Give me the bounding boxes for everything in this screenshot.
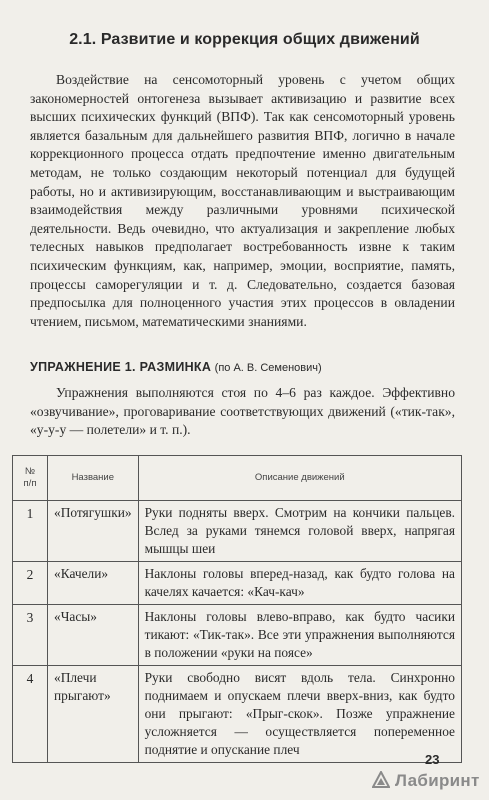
- exercise-description: Упражнения выполняются стоя по 4–6 раз каждое. Эффективно «озвучивание», проговаривание соответствующих движений («тик-так», «у-у-у — полетели» и т. п.).: [30, 385, 455, 438]
- row-name: «Потягушки»: [48, 501, 139, 562]
- row-description: Руки подняты вверх. Смотрим на кончики пальцев. Вслед за руками тянемся головой вверх, напрягая мышцы шеи: [138, 501, 461, 562]
- exercise-heading: [30, 360, 460, 374]
- row-name: «Плечи прыгают»: [48, 666, 139, 763]
- row-num: 3: [13, 605, 48, 666]
- row-description: Наклоны головы влево-вправо, как будто часики тикают: «Тик-так». Все эти упражнения выполняются в положении «руки на поясе»: [138, 605, 461, 666]
- header-num: [13, 456, 48, 501]
- exercise-author: (по А. В. Семенович): [214, 362, 322, 374]
- table-header-row: [13, 456, 462, 501]
- row-num: 2: [13, 562, 48, 605]
- labyrinth-logo-icon: [372, 771, 390, 789]
- row-name: «Часы»: [48, 605, 139, 666]
- exercise-table: [12, 455, 462, 763]
- table-row: [13, 562, 462, 605]
- header-name: Название: [48, 456, 139, 501]
- exercise-label: УПРАЖНЕНИЕ 1. РАЗМИНКА: [30, 360, 212, 374]
- table-row: [13, 501, 462, 562]
- header-description: Описание движений: [138, 456, 461, 501]
- row-num: 4: [13, 666, 48, 763]
- row-description: Руки свободно висят вдоль тела. Синхронно поднимаем и опускаем плечи вверх-вниз, как будто они прыгают: «Прыг-скок». Позже упражнение усложняется — осуществляется попеременное поднятие и опускание плеч: [138, 666, 461, 763]
- row-description: Наклоны головы вперед-назад, как будто голова на качелях качается: «Кач-кач»: [138, 562, 461, 605]
- section-title: 2.1. Развитие и коррекция общих движений: [69, 31, 420, 48]
- header-num-line2: п/п: [23, 478, 37, 489]
- header-num-line1: №: [24, 466, 36, 477]
- intro-paragraph: Воздействие на сенсомоторный уровень с учетом общих закономерностей онтогенеза вызывает активизацию и развитие всех высших психических функций (ВПФ). Так как сенсомоторный уровень является базальным для дальнейшего развития ВПФ, логично в начале коррекционного процесса отдать предпочтение именно двигательным методам, не только создающим некоторый потенциал для будущей работы, но и активизирующим, восстанавливающим и выстраивающим взаимодействия между различными уровнями психической деятельности. Ведь очевидно, что актуализация и закрепление любых телесных навыков предполагает востребованность извне к таким психическим функциям, как, например, эмоции, восприятие, память, процессы саморегуляции и т. д. Следовательно, создается базовая предпосылка для полноценного участия этих процессов в овладении чтением, письмом, математическими знаниями.: [30, 72, 455, 329]
- page-number: 23: [425, 752, 440, 767]
- watermark-text: Лабиринт: [395, 771, 480, 790]
- row-num: 1: [13, 501, 48, 562]
- watermark-logo: [372, 771, 480, 791]
- table-row: [13, 605, 462, 666]
- table-row: [13, 666, 462, 763]
- row-name: «Качели»: [48, 562, 139, 605]
